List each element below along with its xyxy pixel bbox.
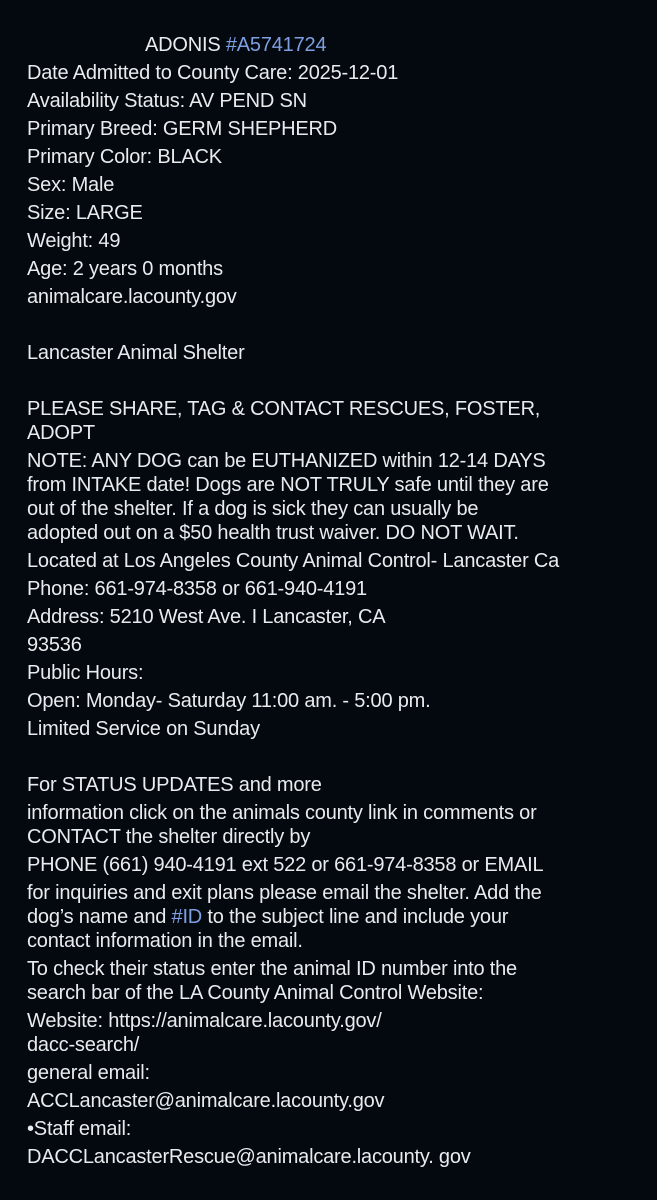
text-segment: ACCLancaster@animalcare.lacounty.gov [27, 1090, 385, 1112]
text-segment: contact information in the email. [27, 930, 303, 952]
text-segment: dog’s name and [27, 906, 172, 928]
text-line [27, 957, 637, 981]
text-segment: DACCLancasterRescue@animalcare.lacounty. gov [27, 1146, 471, 1168]
text-segment: Limited Service on Sunday [27, 718, 260, 740]
text-line [27, 257, 637, 281]
text-line [27, 173, 637, 197]
text-segment: Located at Los Angeles County Animal Control- Lancaster Ca [27, 550, 560, 572]
text-segment: •Staff email: [27, 1118, 132, 1140]
text-line [27, 497, 637, 521]
text-segment: Age: 2 years 0 months [27, 258, 223, 280]
text-line [27, 145, 637, 169]
text-segment: Lancaster Animal Shelter [27, 342, 245, 364]
text-segment: search bar of the LA County Animal Control Website: [27, 982, 484, 1004]
text-line [27, 853, 637, 877]
text-segment: out of the shelter. If a dog is sick they can usually be [27, 498, 479, 520]
text-line [27, 605, 637, 629]
text-segment: ADONIS [145, 34, 226, 56]
text-segment: from INTAKE date! Dogs are NOT TRULY safe until they are [27, 474, 549, 496]
text-line [27, 1145, 637, 1169]
text-segment: To check their status enter the animal ID number into the [27, 958, 517, 980]
animal-id-link[interactable]: #A5741724 [225, 34, 327, 56]
text-segment: PHONE (661) 940-4191 ext 522 or 661-974-8358 or EMAIL [27, 854, 544, 876]
text-line [27, 577, 637, 601]
text-line [27, 421, 637, 445]
text-segment: Primary Color: BLACK [27, 146, 222, 168]
post-title-line [27, 33, 637, 57]
text-line [27, 285, 637, 309]
text-line [27, 905, 637, 929]
text-line [27, 1009, 637, 1033]
text-segment: Availability Status: AV PEND SN [27, 90, 307, 112]
text-line [27, 633, 637, 657]
text-line [27, 1033, 637, 1057]
text-segment: Website: https://animalcare.lacounty.gov/ [27, 1010, 382, 1032]
text-line [27, 473, 637, 497]
text-segment: to the subject line and include your [202, 906, 509, 928]
text-line [27, 773, 637, 797]
text-segment: Date Admitted to County Care: 2025-12-01 [27, 62, 399, 84]
text-segment: NOTE: ANY DOG can be EUTHANIZED within 12-14 DAYS [27, 450, 546, 472]
text-line [27, 717, 637, 741]
text-segment: 93536 [27, 634, 82, 656]
text-line [27, 397, 637, 421]
text-segment: ADOPT [27, 422, 95, 444]
text-segment: Primary Breed: GERM SHEPHERD [27, 118, 338, 140]
text-line [27, 61, 637, 85]
text-segment: PLEASE SHARE, TAG & CONTACT RESCUES, FOSTER, [27, 398, 541, 420]
text-segment: For STATUS UPDATES and more [27, 774, 322, 796]
text-line [27, 689, 637, 713]
text-line [27, 549, 637, 573]
text-segment: Address: 5210 West Ave. I Lancaster, CA [27, 606, 386, 628]
text-line [27, 825, 637, 849]
id-link[interactable]: #ID [171, 906, 203, 928]
text-segment: Sex: Male [27, 174, 115, 196]
blank-line [27, 369, 637, 393]
text-line [27, 341, 637, 365]
text-line [27, 801, 637, 825]
text-segment: Size: LARGE [27, 202, 143, 224]
text-line [27, 229, 637, 253]
text-line [27, 117, 637, 141]
text-segment: Open: Monday- Saturday 11:00 am. - 5:00 pm. [27, 690, 431, 712]
text-segment: animalcare.lacounty.gov [27, 286, 237, 308]
text-segment: information click on the animals county link in comments or [27, 802, 537, 824]
text-segment: Phone: 661-974-8358 or 661-940-4191 [27, 578, 367, 600]
text-segment: general email: [27, 1062, 150, 1084]
text-line [27, 929, 637, 953]
text-line [27, 1089, 637, 1113]
text-line [27, 1117, 637, 1141]
blank-line [27, 313, 637, 337]
text-line [27, 449, 637, 473]
text-segment: adopted out on a $50 health trust waiver. DO NOT WAIT. [27, 522, 519, 544]
text-segment: Public Hours: [27, 662, 144, 684]
text-line [27, 89, 637, 113]
text-line [27, 661, 637, 685]
text-line [27, 981, 637, 1005]
text-line [27, 201, 637, 225]
text-line [27, 1061, 637, 1085]
blank-line [27, 745, 637, 769]
text-segment: CONTACT the shelter directly by [27, 826, 311, 848]
text-segment: dacc-search/ [27, 1034, 140, 1056]
text-line [27, 521, 637, 545]
text-segment: for inquiries and exit plans please email the shelter. Add the [27, 882, 542, 904]
text-segment: Weight: 49 [27, 230, 121, 252]
text-line [27, 881, 637, 905]
